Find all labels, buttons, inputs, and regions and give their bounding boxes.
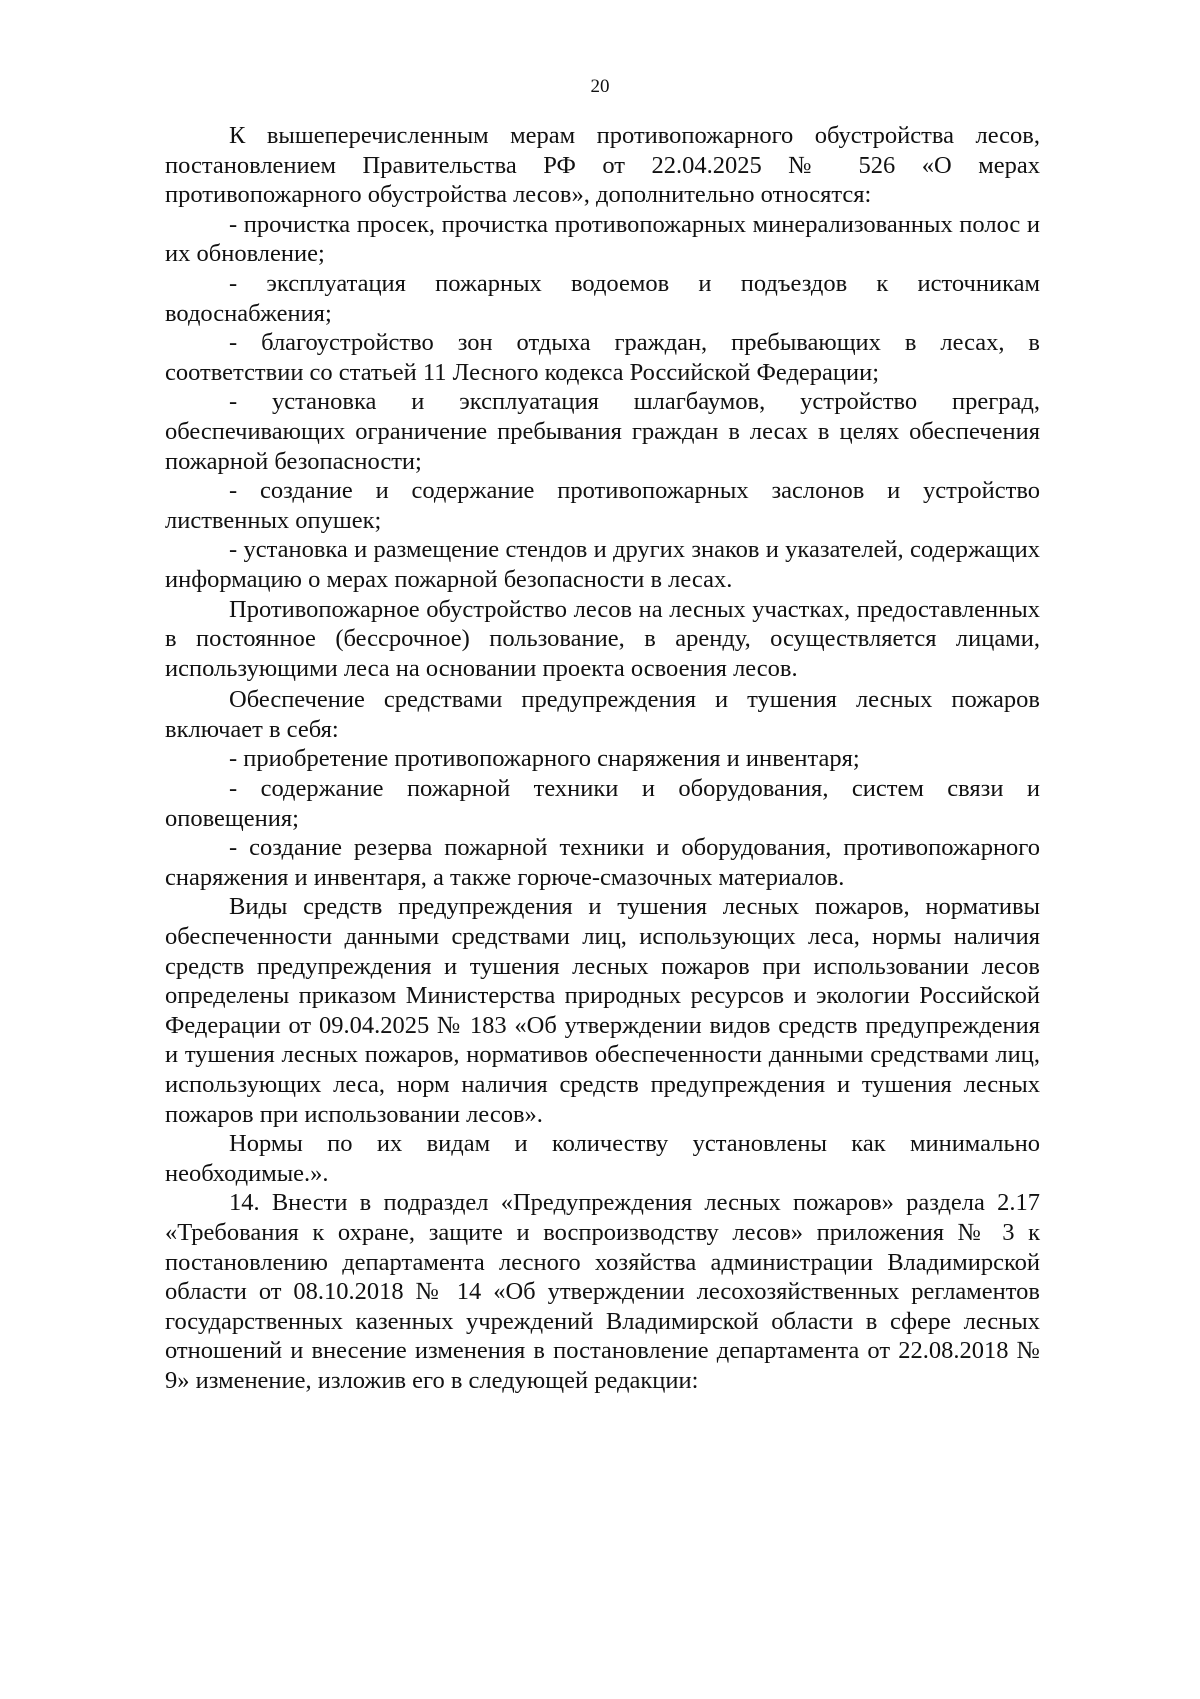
paragraph-means-types: Виды средств предупреждения и тушения лесных пожаров, нормативы обеспеченности данными средствами лиц, использующих леса, нормы наличия средств предупреждения и тушения лесных пожаров при использовании лесов определены приказом Министерства природных ресурсов и экологии Российской Федерации от 09.04.2025 № 183 «Об утверждении видов средств предупреждения и тушения лесных пожаров, нормативов обеспеченности данными средствами лиц, использующих леса, норм наличия средств предупреждения и тушения лесных пожаров при использовании лесов». [165,893,1040,1128]
list-item: - содержание пожарной техники и оборудования, систем связи и оповещения; [165,775,1040,832]
list-item: - благоустройство зон отдыха граждан, пребывающих в лесах, в соответствии со статьей 11 Лесного кодекса Российской Федерации; [165,329,1040,386]
paragraph-item-14: 14. Внести в подраздел «Предупреждения лесных пожаров» раздела 2.17 «Требования к охране, защите и воспроизводству лесов» приложения № 3 к постановлению департамента лесного хозяйства администрации Владимирской области от 08.10.2018 № 14 «Об утверждении лесохозяйственных регламентов государственных казенных учреждений Владимирской области в сфере лесных отношений и внесение изменения в постановление департамента от 22.08.2018 № 9» изменение, изложив его в следующей редакции: [165,1189,1040,1394]
list-item: - создание резерва пожарной техники и оборудования, противопожарного снаряжения и инвентаря, а также горюче-смазочных материалов. [165,834,1040,891]
list-item: - установка и эксплуатация шлагбаумов, устройство преград, обеспечивающих ограничение пребывания граждан в лесах в целях обеспечения пожарной безопасности; [165,388,1040,475]
list-item: - установка и размещение стендов и других знаков и указателей, содержащих информацию о мерах пожарной безопасности в лесах. [165,536,1040,593]
paragraph-norms: Нормы по их видам и количеству установлены как минимально необходимые.». [165,1130,1040,1187]
list-item: - эксплуатация пожарных водоемов и подъездов к источникам водоснабжения; [165,269,1040,327]
list-item: - прочистка просек, прочистка противопожарных минерализованных полос и их обновление; [165,210,1040,268]
paragraph-means-provision: Обеспечение средствами предупреждения и тушения лесных пожаров включает в себя: [165,686,1040,743]
page-number: 20 [590,76,610,97]
document-body [165,121,1040,1396]
list-item: - приобретение противопожарного снаряжения и инвентаря; [229,745,860,773]
paragraph-intro: К вышеперечисленным мерам противопожарного обустройства лесов, постановлением Правительства РФ от 22.04.2025 № 526 «О мерах противопожарного обустройства лесов», дополнительно относятся: [165,122,1040,209]
list-item: - создание и содержание противопожарных заслонов и устройство лиственных опушек; [165,477,1040,534]
paragraph-fire-protection: Противопожарное обустройство лесов на лесных участках, предоставленных в постоянное (бессрочное) пользование, в аренду, осуществляется лицами, использующими леса на основании проекта освоения лесов. [165,595,1040,682]
